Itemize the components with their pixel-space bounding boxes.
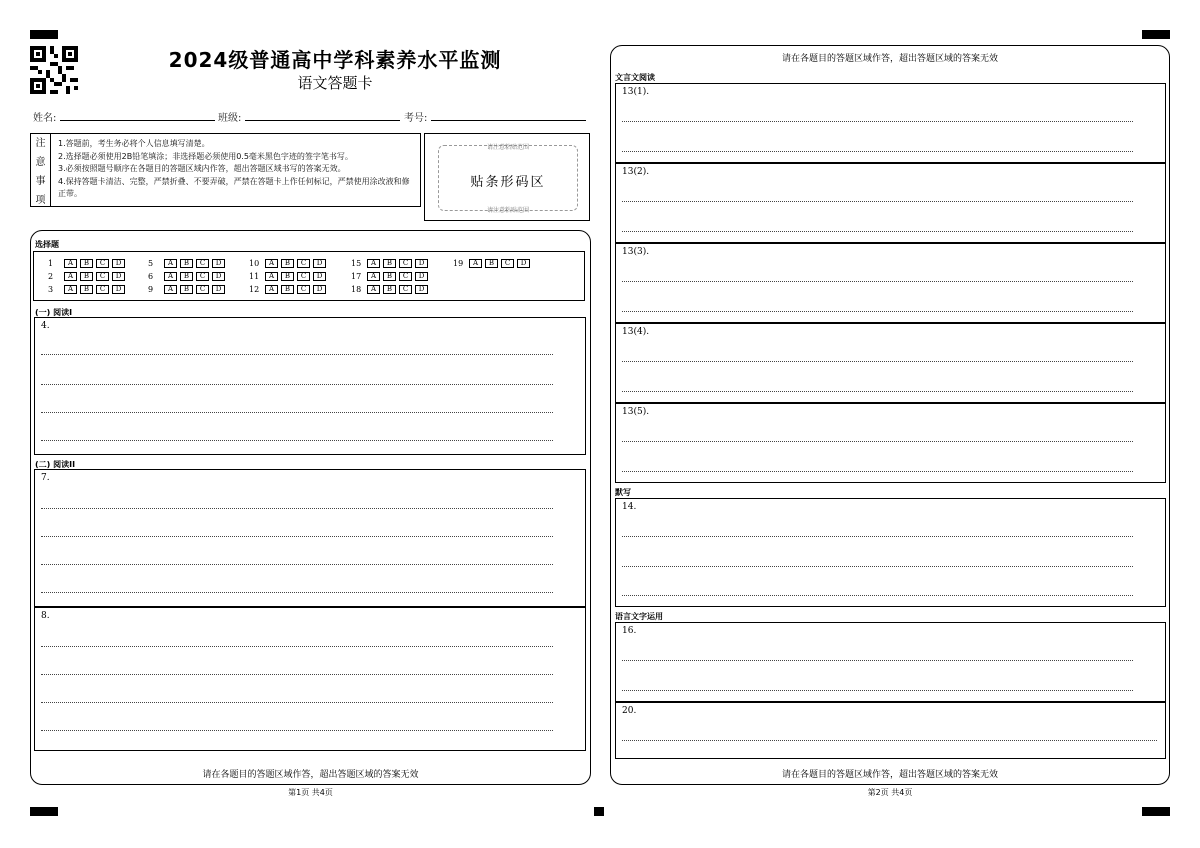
answer-box-q13-2[interactable] <box>615 163 1166 243</box>
writing-line <box>41 384 553 385</box>
question-number: 13(3). <box>622 247 650 257</box>
writing-line <box>622 566 1133 567</box>
page2-header-note: 请在各题目的答题区域作答，超出答题区域的答案无效 <box>781 54 998 64</box>
question-number: 20. <box>622 706 637 716</box>
writing-line <box>41 536 553 537</box>
choice-question <box>249 272 329 281</box>
question-number: 6 <box>148 272 154 281</box>
writing-line <box>41 674 553 675</box>
option-bubble[interactable]: C <box>196 259 209 268</box>
choice-question <box>249 259 329 268</box>
option-bubble[interactable]: D <box>212 272 225 281</box>
option-bubble[interactable]: B <box>383 285 396 294</box>
writing-line <box>41 412 553 413</box>
name-field[interactable] <box>60 120 215 121</box>
option-bubble[interactable]: B <box>281 259 294 268</box>
writing-line <box>622 361 1133 362</box>
option-bubble[interactable]: D <box>517 259 530 268</box>
option-bubble[interactable]: A <box>367 259 380 268</box>
option-bubble[interactable]: B <box>180 272 193 281</box>
qr-code-icon <box>30 46 78 94</box>
option-bubble[interactable]: A <box>265 259 278 268</box>
notice-side-label: 注 意 事 项 <box>31 134 51 206</box>
registration-mark-bottom-left <box>30 807 58 816</box>
option-bubble[interactable]: C <box>297 272 310 281</box>
class-field[interactable] <box>245 120 400 121</box>
writing-line <box>622 201 1133 202</box>
option-bubble[interactable]: D <box>313 272 326 281</box>
page2-footer-note: 请在各题目的答题区域作答，超出答题区域的答案无效 <box>781 770 998 780</box>
barcode-area <box>424 133 590 221</box>
option-bubble[interactable]: D <box>112 272 125 281</box>
choice-question <box>148 259 228 268</box>
answer-box-q4[interactable] <box>34 317 586 455</box>
option-bubble[interactable]: B <box>80 259 93 268</box>
question-number: 12 <box>249 285 260 294</box>
question-number: 5 <box>148 259 154 268</box>
option-bubble[interactable]: A <box>164 259 177 268</box>
question-number: 13(4). <box>622 327 650 337</box>
writing-line <box>622 690 1133 691</box>
option-bubble[interactable]: C <box>196 285 209 294</box>
option-bubble[interactable]: D <box>415 259 428 268</box>
question-number: 7. <box>41 473 50 483</box>
option-bubble[interactable]: D <box>313 285 326 294</box>
answer-box-q7[interactable] <box>34 469 586 607</box>
option-bubble[interactable]: A <box>64 285 77 294</box>
question-number: 1 <box>48 259 54 268</box>
writing-line <box>622 311 1133 312</box>
writing-line <box>41 646 553 647</box>
option-bubble[interactable]: D <box>112 259 125 268</box>
reading1-label: (一) 阅读I <box>35 308 73 317</box>
registration-mark-bottom-right <box>1142 807 1170 816</box>
barcode-label: 贴条形码区 <box>470 175 546 190</box>
page2-number: 第2页 共4页 <box>867 788 913 797</box>
writing-line <box>622 471 1133 472</box>
answer-box-q13-5[interactable] <box>615 403 1166 483</box>
barcode-paste-region[interactable]: 请注意粘贴范围 贴条形码区 请注意粘贴范围 <box>438 145 578 211</box>
exam-no-label: 考号: <box>404 113 428 124</box>
choice-question <box>453 259 533 268</box>
writing-line <box>41 508 553 509</box>
option-bubble[interactable]: A <box>64 259 77 268</box>
registration-mark-top-left <box>30 30 58 39</box>
writing-line <box>622 151 1133 152</box>
answer-box-q13-1[interactable] <box>615 83 1166 163</box>
registration-mark-bottom-center <box>594 807 604 816</box>
page1-footer-note: 请在各题目的答题区域作答，超出答题区域的答案无效 <box>202 770 419 780</box>
option-bubble[interactable]: C <box>96 259 109 268</box>
notice-box <box>30 133 421 207</box>
question-number: 16. <box>622 626 637 636</box>
writing-line <box>622 281 1133 282</box>
option-bubble[interactable]: D <box>212 259 225 268</box>
choice-section-label: 选择题 <box>35 240 59 249</box>
answer-box-q8[interactable] <box>34 607 586 751</box>
option-bubble[interactable]: A <box>64 272 77 281</box>
question-number: 17 <box>351 272 362 281</box>
option-bubble[interactable]: A <box>164 272 177 281</box>
choice-question <box>48 285 128 294</box>
answer-box-q13-3[interactable] <box>615 243 1166 323</box>
option-bubble[interactable]: C <box>399 259 412 268</box>
writing-line <box>41 564 553 565</box>
question-number: 9 <box>148 285 154 294</box>
question-number: 13(2). <box>622 167 650 177</box>
option-bubble[interactable]: C <box>501 259 514 268</box>
page-subtitle: 语文答题卡 <box>297 74 373 92</box>
option-bubble[interactable]: B <box>485 259 498 268</box>
choice-question <box>48 272 128 281</box>
writing-line <box>622 595 1133 596</box>
choice-question <box>351 272 431 281</box>
notice-text: 1.答题前，考生务必将个人信息填写清楚。 2.选择题必须使用2B铅笔填涂；非选择题必须使用0.5毫米黑色字迹的签字笔书写。 3.必须按照题号顺序在各题目的答题区域内作答，超出答题区域书写的答案无效。 4.保持答题卡清洁、完整，严禁折叠、不要弄破，严禁在答题卡上作任何标记，严禁使用涂改液和修正带。 <box>58 139 410 198</box>
choice-question <box>148 285 228 294</box>
question-number: 2 <box>48 272 54 281</box>
page1-number: 第1页 共4页 <box>288 788 333 797</box>
option-bubble[interactable]: B <box>80 285 93 294</box>
question-number: 13(1). <box>622 87 650 97</box>
writing-line <box>41 702 553 703</box>
option-bubble[interactable]: C <box>96 285 109 294</box>
option-bubble[interactable]: A <box>164 285 177 294</box>
exam-no-field[interactable] <box>431 120 586 121</box>
option-bubble[interactable]: D <box>112 285 125 294</box>
option-bubble[interactable]: B <box>383 272 396 281</box>
option-bubble[interactable]: D <box>212 285 225 294</box>
choice-question <box>351 285 431 294</box>
answer-box-q14[interactable] <box>615 498 1166 607</box>
question-number: 8. <box>41 611 50 621</box>
option-bubble[interactable]: A <box>367 272 380 281</box>
option-bubble[interactable]: A <box>265 285 278 294</box>
language-use-label: 语言文字运用 <box>615 612 663 621</box>
writing-line <box>622 740 1157 741</box>
answer-box-q20[interactable] <box>615 702 1166 759</box>
option-bubble[interactable]: C <box>196 272 209 281</box>
writing-line <box>622 121 1133 122</box>
option-bubble[interactable]: C <box>96 272 109 281</box>
option-bubble[interactable]: A <box>469 259 482 268</box>
choice-question <box>48 259 128 268</box>
question-number: 19 <box>453 259 464 268</box>
writing-line <box>622 231 1133 232</box>
reading2-label: (二) 阅读II <box>35 460 76 469</box>
choice-question <box>351 259 431 268</box>
option-bubble[interactable]: D <box>415 285 428 294</box>
question-number: 18 <box>351 285 362 294</box>
option-bubble[interactable]: D <box>415 272 428 281</box>
page-title: 2024级普通高中学科素养水平监测 <box>168 48 502 72</box>
dictation-label: 默写 <box>615 488 631 497</box>
writing-line <box>41 730 553 731</box>
option-bubble[interactable]: A <box>265 272 278 281</box>
option-bubble[interactable]: B <box>281 272 294 281</box>
option-bubble[interactable]: D <box>313 259 326 268</box>
option-bubble[interactable]: B <box>383 259 396 268</box>
choice-grid <box>33 251 585 301</box>
option-bubble[interactable]: C <box>297 259 310 268</box>
question-number: 10 <box>249 259 260 268</box>
classical-reading-label: 文言文阅读 <box>615 73 655 82</box>
choice-question <box>249 285 329 294</box>
writing-line <box>622 391 1133 392</box>
option-bubble[interactable]: C <box>399 272 412 281</box>
question-number: 11 <box>249 272 260 281</box>
writing-line <box>622 441 1133 442</box>
writing-line <box>41 592 553 593</box>
answer-box-q16[interactable] <box>615 622 1166 702</box>
writing-line <box>622 660 1133 661</box>
writing-line <box>622 536 1133 537</box>
option-bubble[interactable]: A <box>367 285 380 294</box>
option-bubble[interactable]: B <box>80 272 93 281</box>
option-bubble[interactable]: C <box>297 285 310 294</box>
question-number: 14. <box>622 502 637 512</box>
writing-line <box>41 354 553 355</box>
writing-line <box>41 440 553 441</box>
registration-mark-top-right <box>1142 30 1170 39</box>
option-bubble[interactable]: C <box>399 285 412 294</box>
option-bubble[interactable]: B <box>180 285 193 294</box>
option-bubble[interactable]: B <box>281 285 294 294</box>
question-number: 13(5). <box>622 407 650 417</box>
question-number: 15 <box>351 259 362 268</box>
option-bubble[interactable]: B <box>180 259 193 268</box>
name-label: 姓名: <box>33 113 57 124</box>
answer-box-q13-4[interactable] <box>615 323 1166 403</box>
question-number: 4. <box>41 321 50 331</box>
choice-question <box>148 272 228 281</box>
class-label: 班级: <box>218 113 242 124</box>
question-number: 3 <box>48 285 54 294</box>
